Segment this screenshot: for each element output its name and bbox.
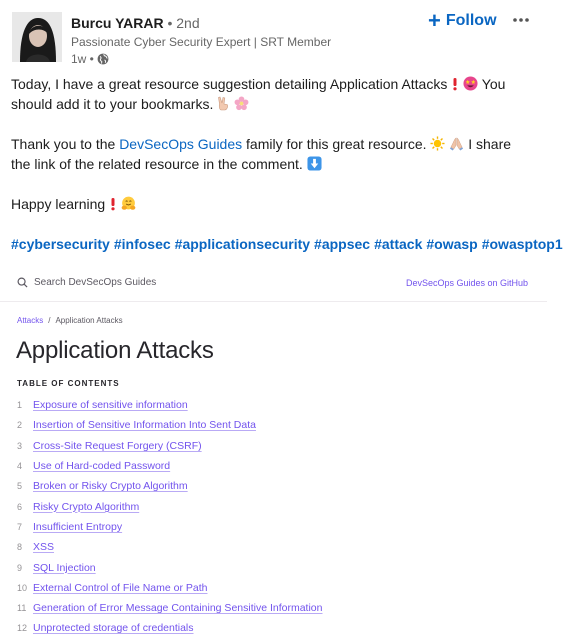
toc-link: XSS <box>33 541 55 554</box>
doc-search-placeholder: Search DevSecOps Guides <box>34 277 157 288</box>
toc-item <box>17 537 322 557</box>
more-options-icon[interactable] <box>510 11 532 29</box>
toc-number: 3 <box>17 440 23 451</box>
doc-github-link: DevSecOps Guides on GitHub <box>406 278 529 288</box>
hugging-face-emoji-icon <box>121 196 136 211</box>
cherry-blossom-emoji-icon <box>234 96 249 111</box>
post-text: I share the link of the related resource in the comment. <box>11 136 512 172</box>
toc-link: Broken or Risky Crypto Algorithm <box>33 480 188 493</box>
post-text: Today, I have a great resource suggestion detailing Application Attacks <box>11 76 448 92</box>
avatar[interactable] <box>12 12 62 62</box>
toc-item <box>17 598 322 618</box>
hashtag-link[interactable]: #owasp <box>426 236 478 252</box>
post-header <box>0 0 547 70</box>
victory-hand-emoji-icon <box>217 96 230 111</box>
toc-number: 8 <box>17 542 23 553</box>
post-text: family for this great resource. <box>242 136 427 152</box>
post-meta <box>71 52 109 66</box>
toc-link: Insertion of Sensitive Information Into Sent Data <box>33 419 256 432</box>
doc-topbar <box>0 266 547 302</box>
toc-link: Exposure of sensitive information <box>33 399 188 412</box>
post-paragraph-2 <box>11 134 533 174</box>
toc-item <box>17 476 322 496</box>
breadcrumb-parent: Attacks <box>17 316 44 325</box>
toc-link: Risky Crypto Algorithm <box>33 500 140 513</box>
avatar-photo <box>12 12 62 62</box>
hashtag-link[interactable]: #attack <box>374 236 423 252</box>
breadcrumb-current: Application Attacks <box>55 316 123 325</box>
toc-item <box>17 436 322 456</box>
shared-image[interactable] <box>0 266 547 643</box>
toc-number: 11 <box>17 603 27 614</box>
follow-label: Follow <box>445 12 497 29</box>
toc-number: 12 <box>17 623 28 634</box>
devsecops-guides-link[interactable]: DevSecOps Guides <box>119 136 243 152</box>
connection-degree: • 2nd <box>163 15 200 31</box>
post-text: Happy learning <box>11 196 106 212</box>
toc-link: Insufficient Entropy <box>33 520 123 533</box>
toc-number: 1 <box>17 400 23 411</box>
post-text: Thank you to the <box>11 136 120 152</box>
hashtag-link[interactable]: #applicationsecurity <box>174 236 311 252</box>
toc-link: Cross-Site Request Forgery (CSRF) <box>33 439 202 452</box>
toc-item <box>17 496 322 516</box>
toc-number: 5 <box>17 481 23 492</box>
toc-link: External Control of File Name or Path <box>33 581 208 594</box>
sun-emoji-icon <box>430 136 445 151</box>
toc-number: 2 <box>17 420 23 431</box>
hashtag-link[interactable]: #infosec <box>113 236 171 252</box>
exclamation-emoji-icon <box>109 197 117 211</box>
toc-link: Generation of Error Message Containing Sensitive Information <box>33 602 323 615</box>
toc-heading: TABLE OF CONTENTS <box>17 379 120 388</box>
toc-number: 7 <box>17 521 23 532</box>
plus-icon: + <box>428 8 441 33</box>
toc-item <box>17 517 322 537</box>
toc-item <box>17 415 322 435</box>
exclamation-emoji-icon <box>451 77 459 91</box>
hashtag-link[interactable]: #appsec <box>314 236 371 252</box>
post-paragraph-3 <box>11 194 533 214</box>
doc-title: Application Attacks <box>16 337 214 364</box>
author-name[interactable]: Burcu YARAR <box>71 15 164 31</box>
toc-number: 9 <box>17 562 23 573</box>
globe-icon <box>97 53 109 65</box>
toc-number: 10 <box>17 582 28 593</box>
search-icon <box>17 277 28 288</box>
toc-item <box>17 618 322 638</box>
toc-item <box>17 456 322 476</box>
down-arrow-emoji-icon <box>307 156 322 171</box>
author-headline: Passionate Cyber Security Expert | SRT Member <box>71 35 332 49</box>
toc-number: 6 <box>17 501 23 512</box>
toc-item <box>17 578 322 598</box>
hashtag-link[interactable]: #cybersecurity <box>11 236 110 252</box>
toc-link: SQL Injection <box>33 561 96 574</box>
toc-item <box>17 557 322 577</box>
toc-item <box>17 395 322 415</box>
post-time: 1w • <box>71 52 94 66</box>
post-body <box>11 74 563 254</box>
post-text: You should add it to your bookmarks. <box>11 76 506 112</box>
table-of-contents <box>17 395 322 639</box>
toc-link: Use of Hard-coded Password <box>33 460 171 473</box>
breadcrumb <box>17 316 123 325</box>
toc-link: Unprotected storage of credentials <box>33 622 194 635</box>
folded-hands-emoji-icon <box>449 136 464 151</box>
breadcrumb-separator: / <box>48 316 51 325</box>
toc-number: 4 <box>17 461 23 472</box>
author-line <box>71 15 200 31</box>
post-paragraph-1 <box>11 74 533 114</box>
doc-search-bar <box>17 277 156 288</box>
follow-button[interactable] <box>424 9 501 33</box>
star-struck-emoji-icon <box>463 76 478 91</box>
hashtags <box>11 234 563 254</box>
hashtag-link[interactable]: #owasptop1 <box>481 236 563 252</box>
